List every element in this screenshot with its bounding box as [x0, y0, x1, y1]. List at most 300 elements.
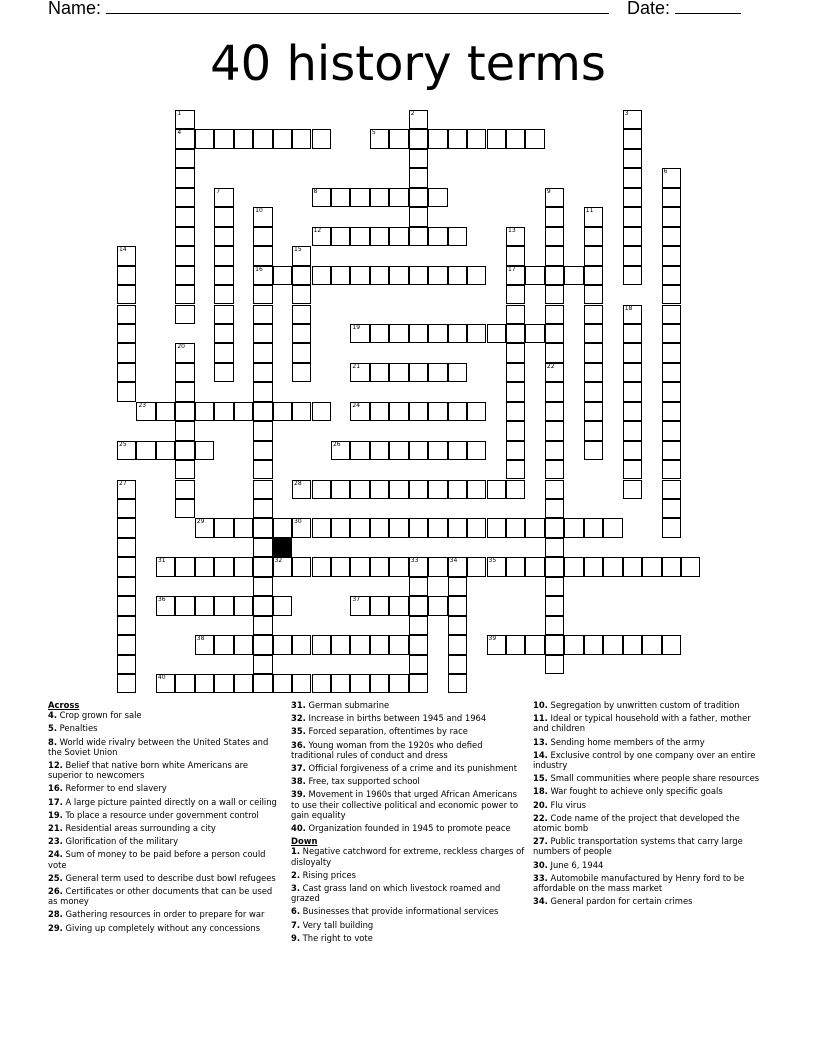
grid-cell[interactable]	[409, 635, 428, 654]
grid-cell[interactable]	[662, 363, 681, 382]
grid-cell[interactable]	[506, 324, 525, 343]
grid-cell[interactable]	[662, 635, 681, 654]
grid-cell[interactable]	[603, 557, 622, 576]
grid-cell[interactable]	[389, 480, 408, 499]
grid-cell[interactable]	[584, 441, 603, 460]
grid-cell[interactable]	[428, 227, 447, 246]
grid-cell[interactable]	[506, 343, 525, 362]
grid-cell[interactable]	[642, 635, 661, 654]
grid-cell[interactable]	[389, 266, 408, 285]
grid-cell[interactable]	[350, 596, 369, 615]
grid-cell[interactable]	[584, 382, 603, 401]
grid-cell[interactable]	[623, 149, 642, 168]
grid-cell[interactable]	[545, 207, 564, 226]
grid-cell[interactable]	[662, 168, 681, 187]
grid-cell[interactable]	[312, 674, 331, 693]
grid-cell[interactable]	[525, 635, 544, 654]
grid-cell[interactable]	[662, 421, 681, 440]
grid-cell[interactable]	[448, 635, 467, 654]
grid-cell[interactable]	[623, 480, 642, 499]
grid-cell[interactable]	[584, 402, 603, 421]
grid-cell[interactable]	[292, 305, 311, 324]
grid-cell[interactable]	[117, 499, 136, 518]
grid-cell[interactable]	[175, 149, 194, 168]
grid-cell[interactable]	[564, 557, 583, 576]
grid-cell[interactable]	[467, 518, 486, 537]
grid-cell[interactable]	[448, 402, 467, 421]
grid-cell[interactable]	[584, 324, 603, 343]
grid-cell[interactable]	[234, 557, 253, 576]
grid-cell[interactable]	[214, 402, 233, 421]
grid-cell[interactable]	[623, 168, 642, 187]
grid-cell[interactable]	[389, 518, 408, 537]
grid-cell[interactable]	[253, 460, 272, 479]
grid-cell[interactable]	[117, 441, 136, 460]
grid-cell[interactable]	[312, 402, 331, 421]
grid-cell[interactable]	[117, 363, 136, 382]
grid-cell[interactable]	[448, 363, 467, 382]
grid-cell[interactable]	[545, 441, 564, 460]
grid-cell[interactable]	[662, 382, 681, 401]
grid-cell[interactable]	[662, 557, 681, 576]
grid-cell[interactable]	[506, 557, 525, 576]
grid-cell[interactable]	[623, 246, 642, 265]
grid-cell[interactable]	[234, 596, 253, 615]
grid-cell[interactable]	[253, 421, 272, 440]
grid-cell[interactable]	[428, 557, 447, 576]
grid-cell[interactable]	[214, 635, 233, 654]
grid-cell[interactable]	[253, 674, 272, 693]
grid-cell[interactable]	[175, 596, 194, 615]
grid-cell[interactable]	[136, 441, 155, 460]
grid-cell[interactable]	[253, 441, 272, 460]
grid-cell[interactable]	[642, 557, 661, 576]
grid-cell[interactable]	[428, 402, 447, 421]
grid-cell[interactable]	[506, 402, 525, 421]
grid-cell[interactable]	[623, 363, 642, 382]
grid-cell[interactable]	[681, 557, 700, 576]
grid-cell[interactable]	[428, 518, 447, 537]
grid-cell[interactable]	[253, 129, 272, 148]
grid-cell[interactable]	[117, 343, 136, 362]
grid-cell[interactable]	[273, 518, 292, 537]
grid-cell[interactable]	[136, 402, 155, 421]
grid-cell[interactable]	[117, 557, 136, 576]
grid-cell[interactable]	[506, 266, 525, 285]
grid-cell[interactable]	[117, 246, 136, 265]
grid-cell[interactable]	[214, 518, 233, 537]
grid-cell[interactable]	[525, 518, 544, 537]
grid-cell[interactable]	[156, 674, 175, 693]
grid-cell[interactable]	[117, 596, 136, 615]
grid-cell[interactable]	[370, 518, 389, 537]
grid-cell[interactable]	[467, 324, 486, 343]
grid-cell[interactable]	[253, 402, 272, 421]
grid-cell[interactable]	[312, 188, 331, 207]
grid-cell[interactable]	[273, 674, 292, 693]
grid-cell[interactable]	[389, 324, 408, 343]
grid-cell[interactable]	[195, 596, 214, 615]
grid-cell[interactable]	[175, 188, 194, 207]
grid-cell[interactable]	[331, 227, 350, 246]
grid-cell[interactable]	[545, 363, 564, 382]
grid-cell[interactable]	[253, 518, 272, 537]
grid-cell[interactable]	[448, 655, 467, 674]
grid-cell[interactable]	[603, 518, 622, 537]
grid-cell[interactable]	[564, 518, 583, 537]
grid-cell[interactable]	[545, 499, 564, 518]
grid-cell[interactable]	[156, 441, 175, 460]
grid-cell[interactable]	[117, 674, 136, 693]
grid-cell[interactable]	[253, 324, 272, 343]
grid-cell[interactable]	[253, 655, 272, 674]
grid-cell[interactable]	[175, 343, 194, 362]
grid-cell[interactable]	[448, 518, 467, 537]
grid-cell[interactable]	[175, 674, 194, 693]
grid-cell[interactable]	[312, 518, 331, 537]
grid-cell[interactable]	[506, 382, 525, 401]
grid-cell[interactable]	[292, 285, 311, 304]
grid-cell[interactable]	[584, 266, 603, 285]
grid-cell[interactable]	[195, 674, 214, 693]
grid-cell[interactable]	[117, 538, 136, 557]
grid-cell[interactable]	[175, 207, 194, 226]
grid-cell[interactable]	[253, 577, 272, 596]
grid-cell[interactable]	[409, 168, 428, 187]
grid-cell[interactable]	[253, 616, 272, 635]
grid-cell[interactable]	[312, 480, 331, 499]
grid-cell[interactable]	[584, 207, 603, 226]
grid-cell[interactable]	[234, 674, 253, 693]
grid-cell[interactable]	[214, 343, 233, 362]
grid-cell[interactable]	[428, 363, 447, 382]
grid-cell[interactable]	[214, 363, 233, 382]
grid-cell[interactable]	[312, 129, 331, 148]
grid-cell[interactable]	[253, 635, 272, 654]
grid-cell[interactable]	[525, 557, 544, 576]
grid-cell[interactable]	[584, 363, 603, 382]
grid-cell[interactable]	[487, 129, 506, 148]
grid-cell[interactable]	[487, 518, 506, 537]
grid-cell[interactable]	[292, 266, 311, 285]
grid-cell[interactable]	[545, 324, 564, 343]
grid-cell[interactable]	[331, 441, 350, 460]
grid-cell[interactable]	[525, 266, 544, 285]
grid-cell[interactable]	[448, 227, 467, 246]
grid-cell[interactable]	[545, 518, 564, 537]
grid-cell[interactable]	[253, 499, 272, 518]
grid-cell[interactable]	[175, 110, 194, 129]
grid-cell[interactable]	[331, 480, 350, 499]
grid-cell[interactable]	[409, 324, 428, 343]
grid-cell[interactable]	[662, 499, 681, 518]
grid-cell[interactable]	[584, 305, 603, 324]
grid-cell[interactable]	[117, 305, 136, 324]
grid-cell[interactable]	[584, 557, 603, 576]
grid-cell[interactable]	[428, 596, 447, 615]
grid-cell[interactable]	[156, 557, 175, 576]
grid-cell[interactable]	[292, 402, 311, 421]
grid-cell[interactable]	[623, 188, 642, 207]
grid-cell[interactable]	[175, 266, 194, 285]
grid-cell[interactable]	[214, 324, 233, 343]
grid-cell[interactable]	[545, 246, 564, 265]
grid-cell[interactable]	[389, 674, 408, 693]
grid-cell[interactable]	[506, 635, 525, 654]
grid-cell[interactable]	[662, 227, 681, 246]
grid-cell[interactable]	[603, 635, 622, 654]
grid-cell[interactable]	[234, 129, 253, 148]
grid-cell[interactable]	[253, 363, 272, 382]
grid-cell[interactable]	[370, 480, 389, 499]
grid-cell[interactable]	[662, 460, 681, 479]
grid-cell[interactable]	[409, 207, 428, 226]
grid-cell[interactable]	[389, 596, 408, 615]
grid-cell[interactable]	[175, 305, 194, 324]
grid-cell[interactable]	[545, 402, 564, 421]
grid-cell[interactable]	[117, 285, 136, 304]
grid-cell[interactable]	[292, 324, 311, 343]
grid-cell[interactable]	[409, 188, 428, 207]
grid-cell[interactable]	[331, 518, 350, 537]
grid-cell[interactable]	[525, 129, 544, 148]
grid-cell[interactable]	[214, 557, 233, 576]
grid-cell[interactable]	[487, 480, 506, 499]
grid-cell[interactable]	[253, 305, 272, 324]
grid-cell[interactable]	[448, 441, 467, 460]
grid-cell[interactable]	[448, 266, 467, 285]
grid-cell[interactable]	[545, 266, 564, 285]
grid-cell[interactable]	[273, 266, 292, 285]
grid-cell[interactable]	[175, 227, 194, 246]
grid-cell[interactable]	[409, 110, 428, 129]
grid-cell[interactable]	[214, 246, 233, 265]
grid-cell[interactable]	[545, 382, 564, 401]
grid-cell[interactable]	[292, 674, 311, 693]
grid-cell[interactable]	[214, 266, 233, 285]
grid-cell[interactable]	[623, 305, 642, 324]
grid-cell[interactable]	[214, 129, 233, 148]
grid-cell[interactable]	[584, 421, 603, 440]
grid-cell[interactable]	[662, 518, 681, 537]
grid-cell[interactable]	[117, 635, 136, 654]
grid-cell[interactable]	[448, 596, 467, 615]
grid-cell[interactable]	[195, 635, 214, 654]
grid-cell[interactable]	[584, 285, 603, 304]
grid-cell[interactable]	[584, 635, 603, 654]
grid-cell[interactable]	[545, 577, 564, 596]
grid-cell[interactable]	[487, 557, 506, 576]
grid-cell[interactable]	[506, 421, 525, 440]
grid-cell[interactable]	[506, 460, 525, 479]
grid-cell[interactable]	[253, 557, 272, 576]
grid-cell[interactable]	[545, 655, 564, 674]
grid-cell[interactable]	[117, 577, 136, 596]
grid-cell[interactable]	[253, 382, 272, 401]
grid-cell[interactable]	[623, 557, 642, 576]
grid-cell[interactable]	[389, 129, 408, 148]
grid-cell[interactable]	[623, 266, 642, 285]
grid-cell[interactable]	[175, 557, 194, 576]
grid-cell[interactable]	[350, 402, 369, 421]
grid-cell[interactable]	[389, 557, 408, 576]
grid-cell[interactable]	[370, 596, 389, 615]
grid-cell[interactable]	[350, 674, 369, 693]
grid-cell[interactable]	[623, 460, 642, 479]
grid-cell[interactable]	[273, 635, 292, 654]
grid-cell[interactable]	[253, 207, 272, 226]
grid-cell[interactable]	[506, 305, 525, 324]
grid-cell[interactable]	[389, 441, 408, 460]
grid-cell[interactable]	[273, 402, 292, 421]
grid-cell[interactable]	[331, 188, 350, 207]
grid-cell[interactable]	[389, 227, 408, 246]
grid-cell[interactable]	[370, 441, 389, 460]
grid-cell[interactable]	[506, 227, 525, 246]
grid-cell[interactable]	[370, 363, 389, 382]
grid-cell[interactable]	[292, 518, 311, 537]
grid-cell[interactable]	[350, 441, 369, 460]
grid-cell[interactable]	[409, 596, 428, 615]
grid-cell[interactable]	[409, 129, 428, 148]
grid-cell[interactable]	[389, 635, 408, 654]
grid-cell[interactable]	[448, 324, 467, 343]
grid-cell[interactable]	[195, 402, 214, 421]
grid-cell[interactable]	[545, 616, 564, 635]
grid-cell[interactable]	[292, 129, 311, 148]
grid-cell[interactable]	[662, 246, 681, 265]
grid-cell[interactable]	[253, 266, 272, 285]
grid-cell[interactable]	[214, 596, 233, 615]
grid-cell[interactable]	[623, 129, 642, 148]
grid-cell[interactable]	[428, 129, 447, 148]
grid-cell[interactable]	[506, 441, 525, 460]
grid-cell[interactable]	[467, 129, 486, 148]
grid-cell[interactable]	[175, 382, 194, 401]
grid-cell[interactable]	[467, 266, 486, 285]
grid-cell[interactable]	[350, 557, 369, 576]
grid-cell[interactable]	[409, 227, 428, 246]
grid-cell[interactable]	[545, 538, 564, 557]
grid-cell[interactable]	[545, 188, 564, 207]
grid-cell[interactable]	[389, 188, 408, 207]
grid-cell[interactable]	[506, 246, 525, 265]
grid-cell[interactable]	[253, 480, 272, 499]
grid-cell[interactable]	[545, 285, 564, 304]
grid-cell[interactable]	[545, 343, 564, 362]
grid-cell[interactable]	[370, 557, 389, 576]
grid-cell[interactable]	[117, 616, 136, 635]
grid-cell[interactable]	[253, 538, 272, 557]
grid-cell[interactable]	[428, 266, 447, 285]
grid-cell[interactable]	[467, 441, 486, 460]
grid-cell[interactable]	[370, 635, 389, 654]
grid-cell[interactable]	[350, 363, 369, 382]
grid-cell[interactable]	[409, 655, 428, 674]
grid-cell[interactable]	[389, 363, 408, 382]
grid-cell[interactable]	[312, 227, 331, 246]
grid-cell[interactable]	[545, 227, 564, 246]
grid-cell[interactable]	[156, 402, 175, 421]
grid-cell[interactable]	[370, 402, 389, 421]
grid-cell[interactable]	[292, 557, 311, 576]
grid-cell[interactable]	[175, 499, 194, 518]
grid-cell[interactable]	[409, 480, 428, 499]
grid-cell[interactable]	[117, 518, 136, 537]
grid-cell[interactable]	[662, 285, 681, 304]
grid-cell[interactable]	[175, 363, 194, 382]
grid-cell[interactable]	[662, 324, 681, 343]
grid-cell[interactable]	[195, 129, 214, 148]
grid-cell[interactable]	[545, 557, 564, 576]
grid-cell[interactable]	[409, 402, 428, 421]
grid-cell[interactable]	[448, 577, 467, 596]
grid-cell[interactable]	[467, 557, 486, 576]
grid-cell[interactable]	[370, 129, 389, 148]
grid-cell[interactable]	[409, 577, 428, 596]
grid-cell[interactable]	[312, 635, 331, 654]
grid-cell[interactable]	[234, 635, 253, 654]
grid-cell[interactable]	[175, 421, 194, 440]
grid-cell[interactable]	[467, 480, 486, 499]
grid-cell[interactable]	[409, 149, 428, 168]
grid-cell[interactable]	[545, 480, 564, 499]
grid-cell[interactable]	[175, 285, 194, 304]
grid-cell[interactable]	[273, 129, 292, 148]
grid-cell[interactable]	[584, 518, 603, 537]
grid-cell[interactable]	[623, 421, 642, 440]
grid-cell[interactable]	[175, 168, 194, 187]
grid-cell[interactable]	[428, 324, 447, 343]
grid-cell[interactable]	[584, 246, 603, 265]
grid-cell[interactable]	[312, 557, 331, 576]
grid-cell[interactable]	[214, 305, 233, 324]
grid-cell[interactable]	[662, 266, 681, 285]
grid-cell[interactable]	[623, 207, 642, 226]
grid-cell[interactable]	[292, 363, 311, 382]
grid-cell[interactable]	[312, 266, 331, 285]
grid-cell[interactable]	[175, 460, 194, 479]
grid-cell[interactable]	[623, 227, 642, 246]
grid-cell[interactable]	[428, 480, 447, 499]
grid-cell[interactable]	[564, 635, 583, 654]
grid-cell[interactable]	[370, 227, 389, 246]
grid-cell[interactable]	[584, 343, 603, 362]
grid-cell[interactable]	[253, 285, 272, 304]
grid-cell[interactable]	[545, 305, 564, 324]
grid-cell[interactable]	[214, 285, 233, 304]
grid-cell[interactable]	[428, 188, 447, 207]
grid-cell[interactable]	[350, 324, 369, 343]
grid-cell[interactable]	[428, 441, 447, 460]
grid-cell[interactable]	[448, 480, 467, 499]
grid-cell[interactable]	[273, 557, 292, 576]
grid-cell[interactable]	[350, 518, 369, 537]
grid-cell[interactable]	[253, 246, 272, 265]
grid-cell[interactable]	[331, 557, 350, 576]
grid-cell[interactable]	[370, 674, 389, 693]
grid-cell[interactable]	[487, 324, 506, 343]
grid-cell[interactable]	[331, 674, 350, 693]
grid-cell[interactable]	[662, 441, 681, 460]
grid-cell[interactable]	[623, 324, 642, 343]
grid-cell[interactable]	[409, 557, 428, 576]
grid-cell[interactable]	[623, 110, 642, 129]
grid-cell[interactable]	[117, 382, 136, 401]
grid-cell[interactable]	[156, 596, 175, 615]
grid-cell[interactable]	[214, 227, 233, 246]
grid-cell[interactable]	[175, 441, 194, 460]
